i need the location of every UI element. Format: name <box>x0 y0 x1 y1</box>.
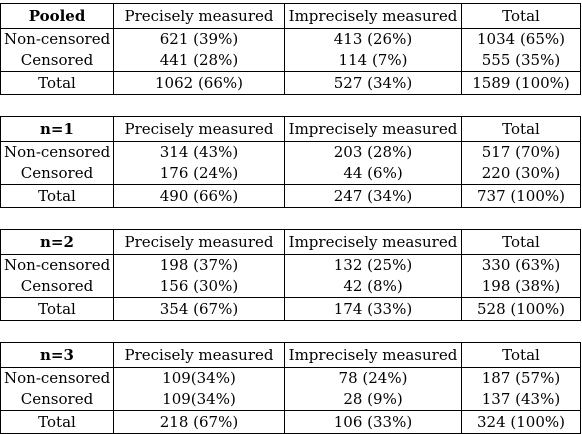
cell-total: 1589 (100%) <box>462 72 581 95</box>
table-label: n=1 <box>1 117 114 142</box>
table-row <box>1 389 581 411</box>
table-total-row <box>1 411 581 434</box>
table-label: Pooled <box>1 4 114 29</box>
cell-imprecise: 203 (28%) <box>285 142 462 164</box>
n1-table <box>0 116 581 208</box>
row-label: Censored <box>1 389 114 411</box>
column-header-imprecise: Imprecisely measured <box>285 343 462 368</box>
cell-precise: 109(34%) <box>114 368 285 390</box>
cell-precise: 490 (66%) <box>114 185 285 208</box>
table-header-row <box>1 230 581 255</box>
cell-imprecise: 413 (26%) <box>285 29 462 51</box>
row-label: Censored <box>1 50 114 72</box>
cell-imprecise: 114 (7%) <box>285 50 462 72</box>
row-label: Non-censored <box>1 368 114 390</box>
table-total-row <box>1 298 581 321</box>
cell-total: 1034 (65%) <box>477 30 565 48</box>
table-header-row <box>1 4 581 29</box>
cell-total: 324 (100%) <box>462 411 581 434</box>
cell-total: 198 (38%) <box>481 277 561 295</box>
cell-total: 330 (63%) <box>481 256 561 274</box>
pooled-table <box>0 3 581 95</box>
table-row <box>1 255 581 277</box>
cell-imprecise: 106 (33%) <box>285 411 462 434</box>
table-row <box>1 50 581 72</box>
cell-imprecise: 44 (6%) <box>285 163 462 185</box>
cell-imprecise: 28 (9%) <box>285 389 462 411</box>
row-label: Non-censored <box>1 255 114 277</box>
row-label: Censored <box>1 163 114 185</box>
column-header-precise: Precisely measured <box>114 343 285 368</box>
column-header-precise: Precisely measured <box>114 230 285 255</box>
column-header-precise: Precisely measured <box>114 4 285 29</box>
cell-imprecise: 78 (24%) <box>285 368 462 390</box>
cell-imprecise: 247 (34%) <box>285 185 462 208</box>
table-header-row <box>1 117 581 142</box>
cell-precise: 314 (43%) <box>114 142 285 164</box>
column-header-total: Total <box>462 343 581 368</box>
cell-imprecise: 42 (8%) <box>285 276 462 298</box>
table-row <box>1 163 581 185</box>
table-total-row <box>1 72 581 95</box>
column-header-imprecise: Imprecisely measured <box>285 117 462 142</box>
cell-precise: 441 (28%) <box>114 50 285 72</box>
column-header-total: Total <box>462 4 581 29</box>
table-row <box>1 368 581 390</box>
table-row <box>1 29 581 51</box>
cell-total: 137 (43%) <box>481 390 561 408</box>
table-row <box>1 276 581 298</box>
column-header-total: Total <box>462 230 581 255</box>
column-header-total: Total <box>462 117 581 142</box>
cell-total: 187 (57%) <box>481 369 561 387</box>
cell-precise: 218 (67%) <box>114 411 285 434</box>
table-header-row <box>1 343 581 368</box>
cell-imprecise: 132 (25%) <box>285 255 462 277</box>
column-header-imprecise: Imprecisely measured <box>285 230 462 255</box>
row-label: Non-censored <box>1 142 114 164</box>
cell-precise: 1062 (66%) <box>114 72 285 95</box>
cell-precise: 354 (67%) <box>114 298 285 321</box>
table-label: n=2 <box>1 230 114 255</box>
cell-precise: 176 (24%) <box>114 163 285 185</box>
cell-precise: 156 (30%) <box>114 276 285 298</box>
cell-precise: 109(34%) <box>114 389 285 411</box>
table-label: n=3 <box>1 343 114 368</box>
n3-table <box>0 342 581 434</box>
column-header-precise: Precisely measured <box>114 117 285 142</box>
row-label: Non-censored <box>1 29 114 51</box>
row-label: Total <box>1 72 114 95</box>
table-total-row <box>1 185 581 208</box>
cell-total: 737 (100%) <box>462 185 581 208</box>
row-label: Total <box>1 298 114 321</box>
cell-total: 555 (35%) <box>481 51 561 69</box>
row-label: Total <box>1 185 114 208</box>
row-label: Total <box>1 411 114 434</box>
cell-total: 528 (100%) <box>462 298 581 321</box>
cell-total: 220 (30%) <box>481 164 561 182</box>
cell-imprecise: 174 (33%) <box>285 298 462 321</box>
cell-precise: 198 (37%) <box>114 255 285 277</box>
n2-table <box>0 229 581 321</box>
column-header-imprecise: Imprecisely measured <box>285 4 462 29</box>
cell-precise: 621 (39%) <box>114 29 285 51</box>
cell-imprecise: 527 (34%) <box>285 72 462 95</box>
table-row <box>1 142 581 164</box>
row-label: Censored <box>1 276 114 298</box>
cell-total: 517 (70%) <box>481 143 561 161</box>
